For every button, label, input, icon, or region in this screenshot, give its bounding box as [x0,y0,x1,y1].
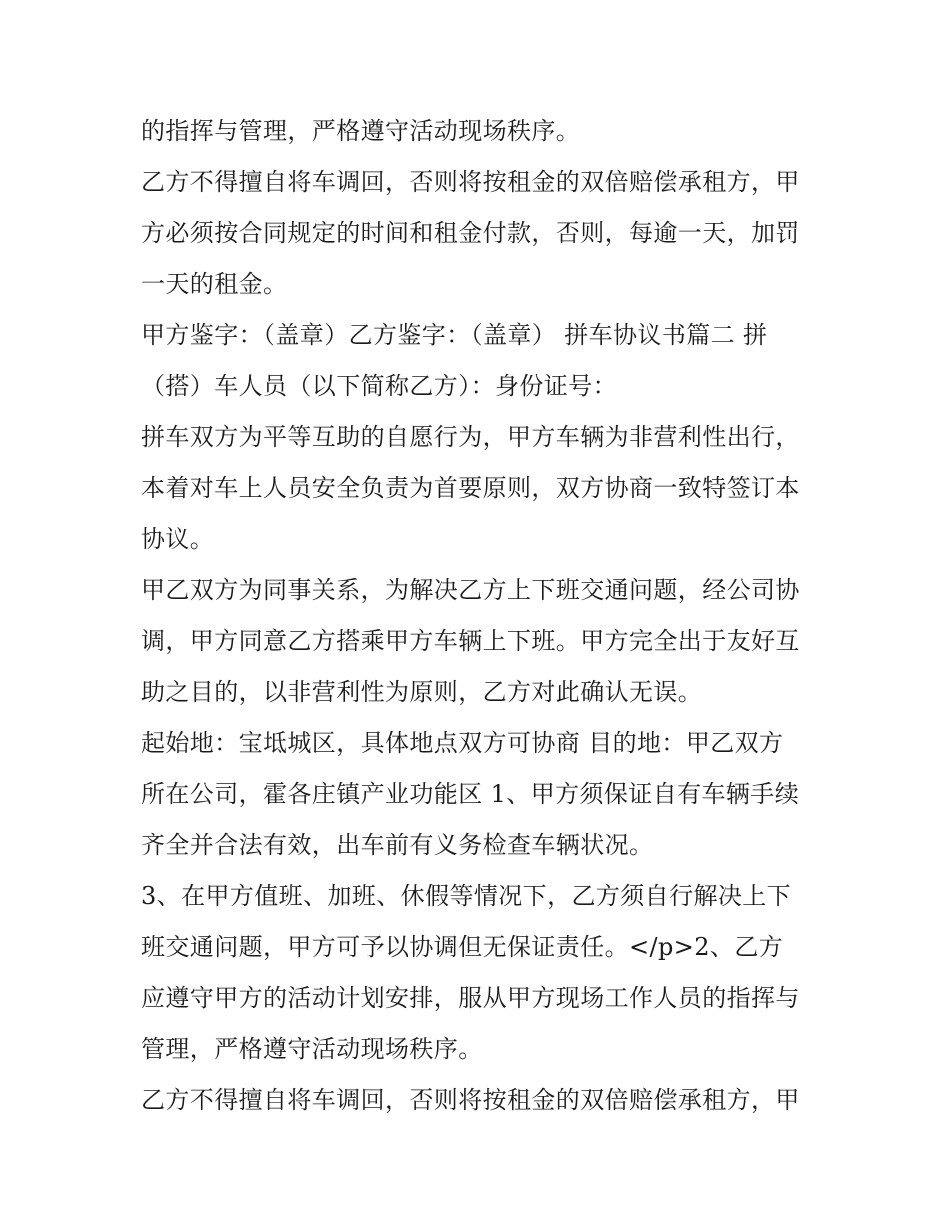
text-line: 的指挥与管理，严格遵守活动现场秩序。 [141,117,581,145]
text-line: 应遵守甲方的活动计划安排，服从甲方现场工作人员的指挥与 [141,984,800,1012]
text-line: 甲乙双方为同事关系，为解决乙方上下班交通问题，经公司协 [141,576,800,604]
text-line: 拼车双方为平等互助的自愿行为，甲方车辆为非营利性出行， [141,423,800,451]
text-line: 本着对车上人员安全负责为首要原则，双方协商一致特签订本 [141,474,800,502]
text-line: 班交通问题，甲方可予以协调但无保证责任。</p>2、乙方 [141,933,784,961]
text-line: 管理，严格遵守活动现场秩序。 [141,1035,483,1063]
text-line: 起始地：宝坻城区，具体地点双方可协商 目的地：甲乙双方 [141,729,784,757]
text-line: 乙方不得擅自将车调回，否则将按租金的双倍赔偿承租方，甲 [141,1086,800,1114]
text-line: 一天的租金。 [141,270,288,298]
text-line: 方必须按合同规定的时间和租金付款，否则，每逾一天，加罚 [141,219,800,247]
text-line: 助之目的，以非营利性为原则，乙方对此确认无误。 [141,678,703,706]
text-line: 3、在甲方值班、加班、休假等情况下，乙方须自行解决上下 [141,882,792,910]
text-line: 所在公司，霍各庄镇产业功能区 1、甲方须保证自有车辆手续 [141,780,800,808]
text-line: 齐全并合法有效，出车前有义务检查车辆状况。 [141,831,654,859]
document-body [141,106,821,1126]
text-line: 调，甲方同意乙方搭乘甲方车辆上下班。甲方完全出于友好互 [141,627,800,655]
text-line: 甲方鉴字：（盖章）乙方鉴字：（盖章） 拼车协议书篇二 拼 [141,321,768,349]
text-line: 乙方不得擅自将车调回，否则将按租金的双倍赔偿承租方，甲 [141,168,800,196]
text-line: 协议。 [141,525,215,553]
text-line: （搭）车人员（以下简称乙方）：身份证号： [141,372,617,400]
